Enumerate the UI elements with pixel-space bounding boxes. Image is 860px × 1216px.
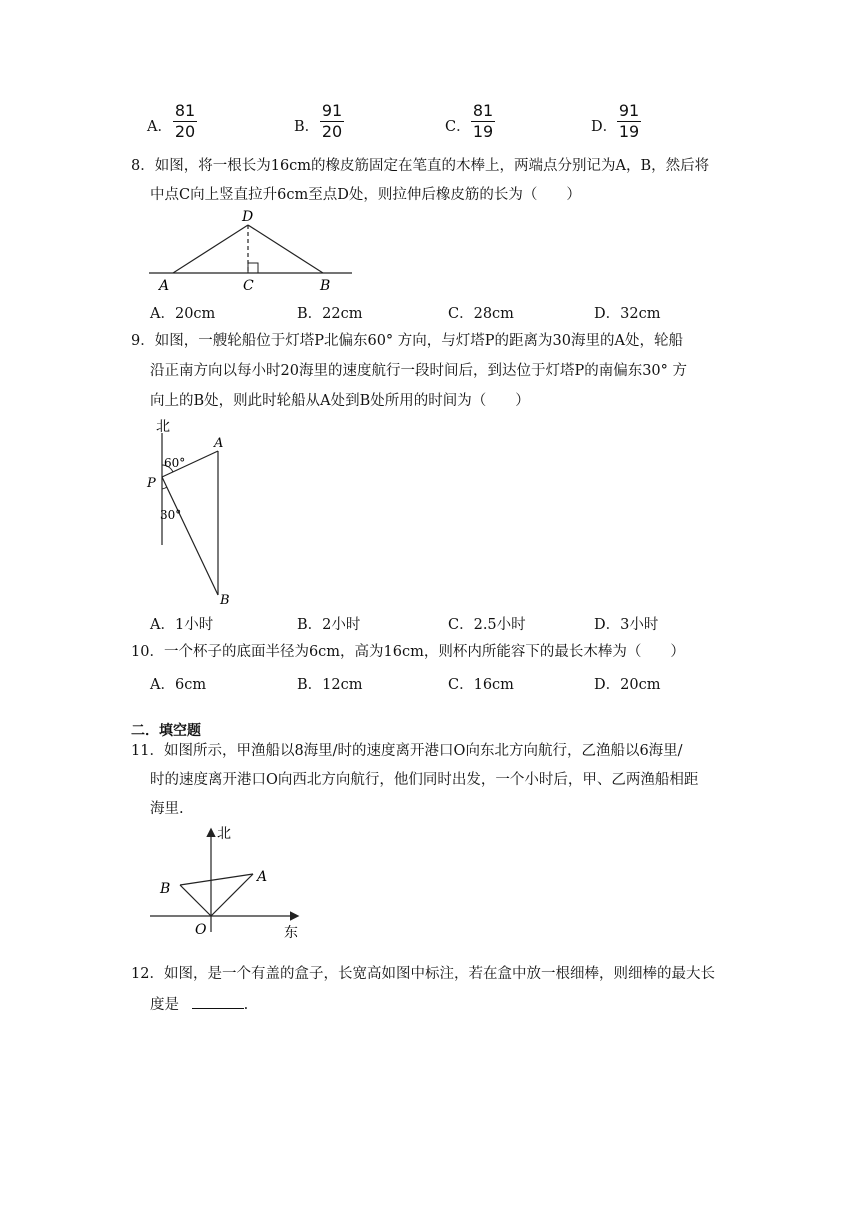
q7-option-d-fraction [617,102,641,141]
q8-text-line2: 中点C向上竖直拉升6cm至点D处，则拉伸后橡皮筋的长为（ ） [150,187,581,203]
q11-figure [145,822,310,942]
q12-prefix: 度是 [150,997,179,1013]
q12-suffix: . [243,997,249,1013]
numerator: 81 [174,101,196,120]
label-b: B [160,881,171,897]
q7-option-c-fraction [471,102,495,141]
label-north: 北 [217,826,231,842]
label-a: A [214,436,224,451]
denominator: 19 [618,122,640,141]
q10-text-line1: 10．一个杯子的底面半径为6cm，高为16cm，则杯内所能容下的最长木棒为（ ） [131,644,685,660]
segment-db [248,225,323,273]
label-a: A [159,278,170,294]
q7-option-a-letter: A． [147,119,172,135]
segment-ab [180,874,253,885]
q10-option-b: B．12cm [297,677,363,693]
angle-arc-30 [162,487,167,489]
q9-text-line3: 向上的B处，则此时轮船从A处到B处所用的时间为（ ） [150,393,530,409]
q7-option-b-fraction [320,102,344,141]
q12-text-line1: 12．如图，是一个有盖的盒子，长宽高如图中标注，若在盒中放一根细棒，则细棒的最大长 [131,966,715,982]
denominator: 19 [472,122,494,141]
segment-ob [180,885,211,916]
label-a: A [257,869,268,885]
label-b: B [220,593,230,608]
q7-option-d-letter: D． [591,119,618,135]
q7-option-b-letter: B． [294,119,320,135]
denominator: 20 [321,122,343,141]
q8-option-c: C．28cm [448,306,514,322]
label-o: O [195,922,207,938]
numerator: 91 [618,101,640,120]
q12-text-line2 [150,994,248,1015]
q10-option-d: D．20cm [594,677,661,693]
right-angle-mark [248,263,258,273]
q8-option-d: D．32cm [594,306,661,322]
q7-option-a-fraction [173,102,197,141]
q11-text-line2: 时的速度离开港口O向西北方向航行，他们同时出发，一个小时后，甲、乙两渔船相距 [150,772,699,788]
q9-option-c: C．2.5小时 [448,617,526,633]
answer-blank[interactable] [192,994,244,1009]
q9-text-line2: 沿正南方向以每小时20海里的速度航行一段时间后，到达位于灯塔P的南偏东30° 方 [150,363,688,379]
q8-option-b: B．22cm [297,306,363,322]
segment-ad [173,225,248,273]
q8-figure [145,208,360,296]
q9-option-b: B．2小时 [297,617,361,633]
segment-oa [211,874,253,916]
q8-option-a: A．20cm [150,306,216,322]
label-d: D [242,209,254,225]
q9-option-d: D．3小时 [594,617,659,633]
segment-pb [162,477,218,595]
q10-option-c: C．16cm [448,677,514,693]
q9-text-line1: 9．如图，一艘轮船位于灯塔P北偏东60° 方向，与灯塔P的距离为30海里的A处，轮船 [131,333,683,349]
section-heading-fill-in: 二．填空题 [131,723,201,739]
label-b: B [320,278,331,294]
numerator: 81 [472,101,494,120]
q7-option-c-letter: C． [445,119,471,135]
q10-option-a: A．6cm [150,677,207,693]
label-p: P [147,476,156,491]
denominator: 20 [174,122,196,141]
label-north: 北 [156,419,170,435]
label-angle-30: 30° [160,508,182,522]
q9-option-a: A．1小时 [150,617,214,633]
label-east: 东 [284,925,298,941]
numerator: 91 [321,101,343,120]
q11-text-line1: 11．如图所示，甲渔船以8海里/时的速度离开港口O向东北方向航行，乙渔船以6海里/ [131,743,683,759]
q8-text-line1: 8．如图，将一根长为16cm的橡皮筋固定在笔直的木棒上，两端点分别记为A，B，然后将 [131,158,710,174]
label-angle-60: 60° [164,456,186,470]
q11-text-line3: 海里. [150,801,184,817]
q9-figure [140,415,250,610]
label-c: C [243,278,254,294]
